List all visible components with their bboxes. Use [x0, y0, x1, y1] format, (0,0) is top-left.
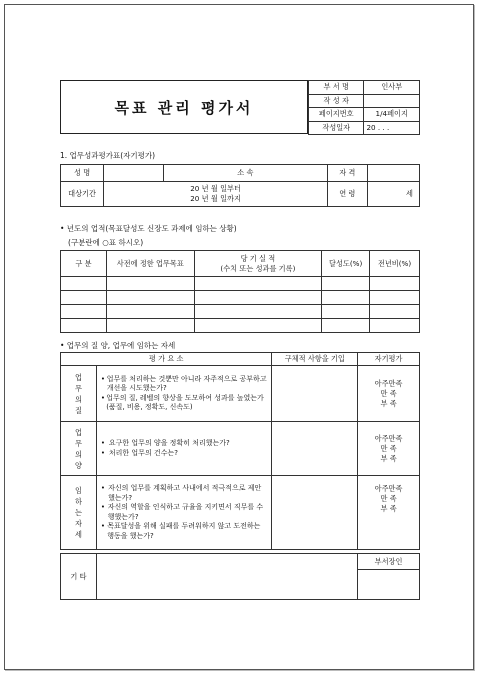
meta-value: 1/4페이지 — [364, 108, 420, 122]
meta-label: 부 서 명 — [309, 81, 364, 95]
meta-value — [364, 94, 420, 108]
meta-label: 페이지번호 — [309, 108, 364, 122]
other-label: 기 타 — [61, 554, 97, 600]
meta-value: 20 . . . — [364, 121, 420, 135]
factor-quantity-label: 업 무 의 양 — [61, 422, 97, 476]
table-row — [61, 291, 420, 305]
quantity-self-eval: 아주만족 만 족 부 족 — [358, 422, 420, 476]
col-achieve: 달성도(%) — [322, 251, 370, 277]
meta-table — [308, 80, 420, 135]
table-row — [61, 277, 420, 291]
factor-attitude-label: 임 하 는 자 세 — [61, 476, 97, 550]
col-result-line1: 당 기 실 적 — [240, 253, 276, 263]
head-seal-cell — [358, 570, 420, 600]
age-label: 연 령 — [327, 182, 367, 207]
col-self: 자기평가 — [358, 353, 420, 366]
factor-quality-label: 업 무 의 질 — [61, 366, 97, 422]
period-label: 대상기간 — [61, 182, 104, 207]
period-to: 20 년 월 일까지 — [190, 194, 241, 203]
name-label: 성 명 — [61, 165, 104, 182]
col-category: 구 분 — [61, 251, 107, 277]
quantity-detail-cell — [272, 422, 358, 476]
section2-subheading: (구분란에 ○표 하시오) — [68, 238, 144, 247]
section3-heading: • 업무의 질 양, 업무에 임하는 자세 — [60, 341, 176, 350]
quality-self-eval: 아주만족 만 족 부 족 — [358, 366, 420, 422]
col-result-line2: (수치 또는 성과를 기록) — [220, 263, 296, 273]
dept-label: 소 속 — [163, 165, 327, 182]
head-seal-label: 부서장인 — [358, 554, 420, 570]
table-row — [61, 476, 420, 550]
name-value — [104, 165, 164, 182]
attitude-self-eval: 아주만족 만 족 부 족 — [358, 476, 420, 550]
evaluation-table — [60, 352, 420, 550]
other-table — [60, 553, 420, 600]
section1-table — [60, 164, 420, 207]
meta-label: 작성일자 — [309, 121, 364, 135]
achievement-table — [60, 250, 420, 333]
factor-attitude-items: • 자신의 업무를 계획하고 사내에서 적극적으로 제안했는가? • 자신의 역할을 인식하고 규율을 지키면서 직무를 수행했는가? • 목표달성을 위해 실패를 두려워하지 않고 도전하는 행동을 했는가? — [96, 476, 271, 550]
table-row — [61, 319, 420, 333]
col-prev: 전년비(%) — [370, 251, 420, 277]
factor-quantity-items: • 요구한 업무의 양을 정확히 처리했는가? • 처리한 업무의 건수는? — [96, 422, 271, 476]
meta-value: 인사부 — [364, 81, 420, 95]
qual-label: 자 격 — [327, 165, 367, 182]
table-row — [61, 305, 420, 319]
table-row — [61, 422, 420, 476]
quality-detail-cell — [272, 366, 358, 422]
attitude-detail-cell — [272, 476, 358, 550]
age-value: 세 — [367, 182, 419, 207]
col-result — [194, 251, 322, 277]
section2-heading: • 년도의 업적(목표달성도 신장도 과제에 임하는 상황) — [60, 224, 237, 233]
other-content — [96, 554, 357, 600]
document-title: 목표 관리 평가서 — [60, 80, 308, 134]
period-from: 20 년 월 일부터 — [190, 184, 241, 193]
section1-heading: 1. 업무성과평가표(자기평가) — [60, 151, 156, 160]
col-detail: 구체적 사항을 기입 — [272, 353, 358, 366]
table-row — [61, 366, 420, 422]
factor-quality-items: • 업무를 처리하는 것뿐만 아니라 자주적으로 공부하고 개선을 시도했는가? • 업무의 질, 레벨의 향상을 도모하여 성과를 높였는가(품질, 비용, 정확도, 신속도) — [96, 366, 271, 422]
col-factor: 평 가 요 소 — [61, 353, 272, 366]
period-value — [104, 182, 328, 207]
col-goal: 사전에 정한 업무목표 — [106, 251, 194, 277]
qual-value — [367, 165, 419, 182]
meta-label: 작 성 자 — [309, 94, 364, 108]
